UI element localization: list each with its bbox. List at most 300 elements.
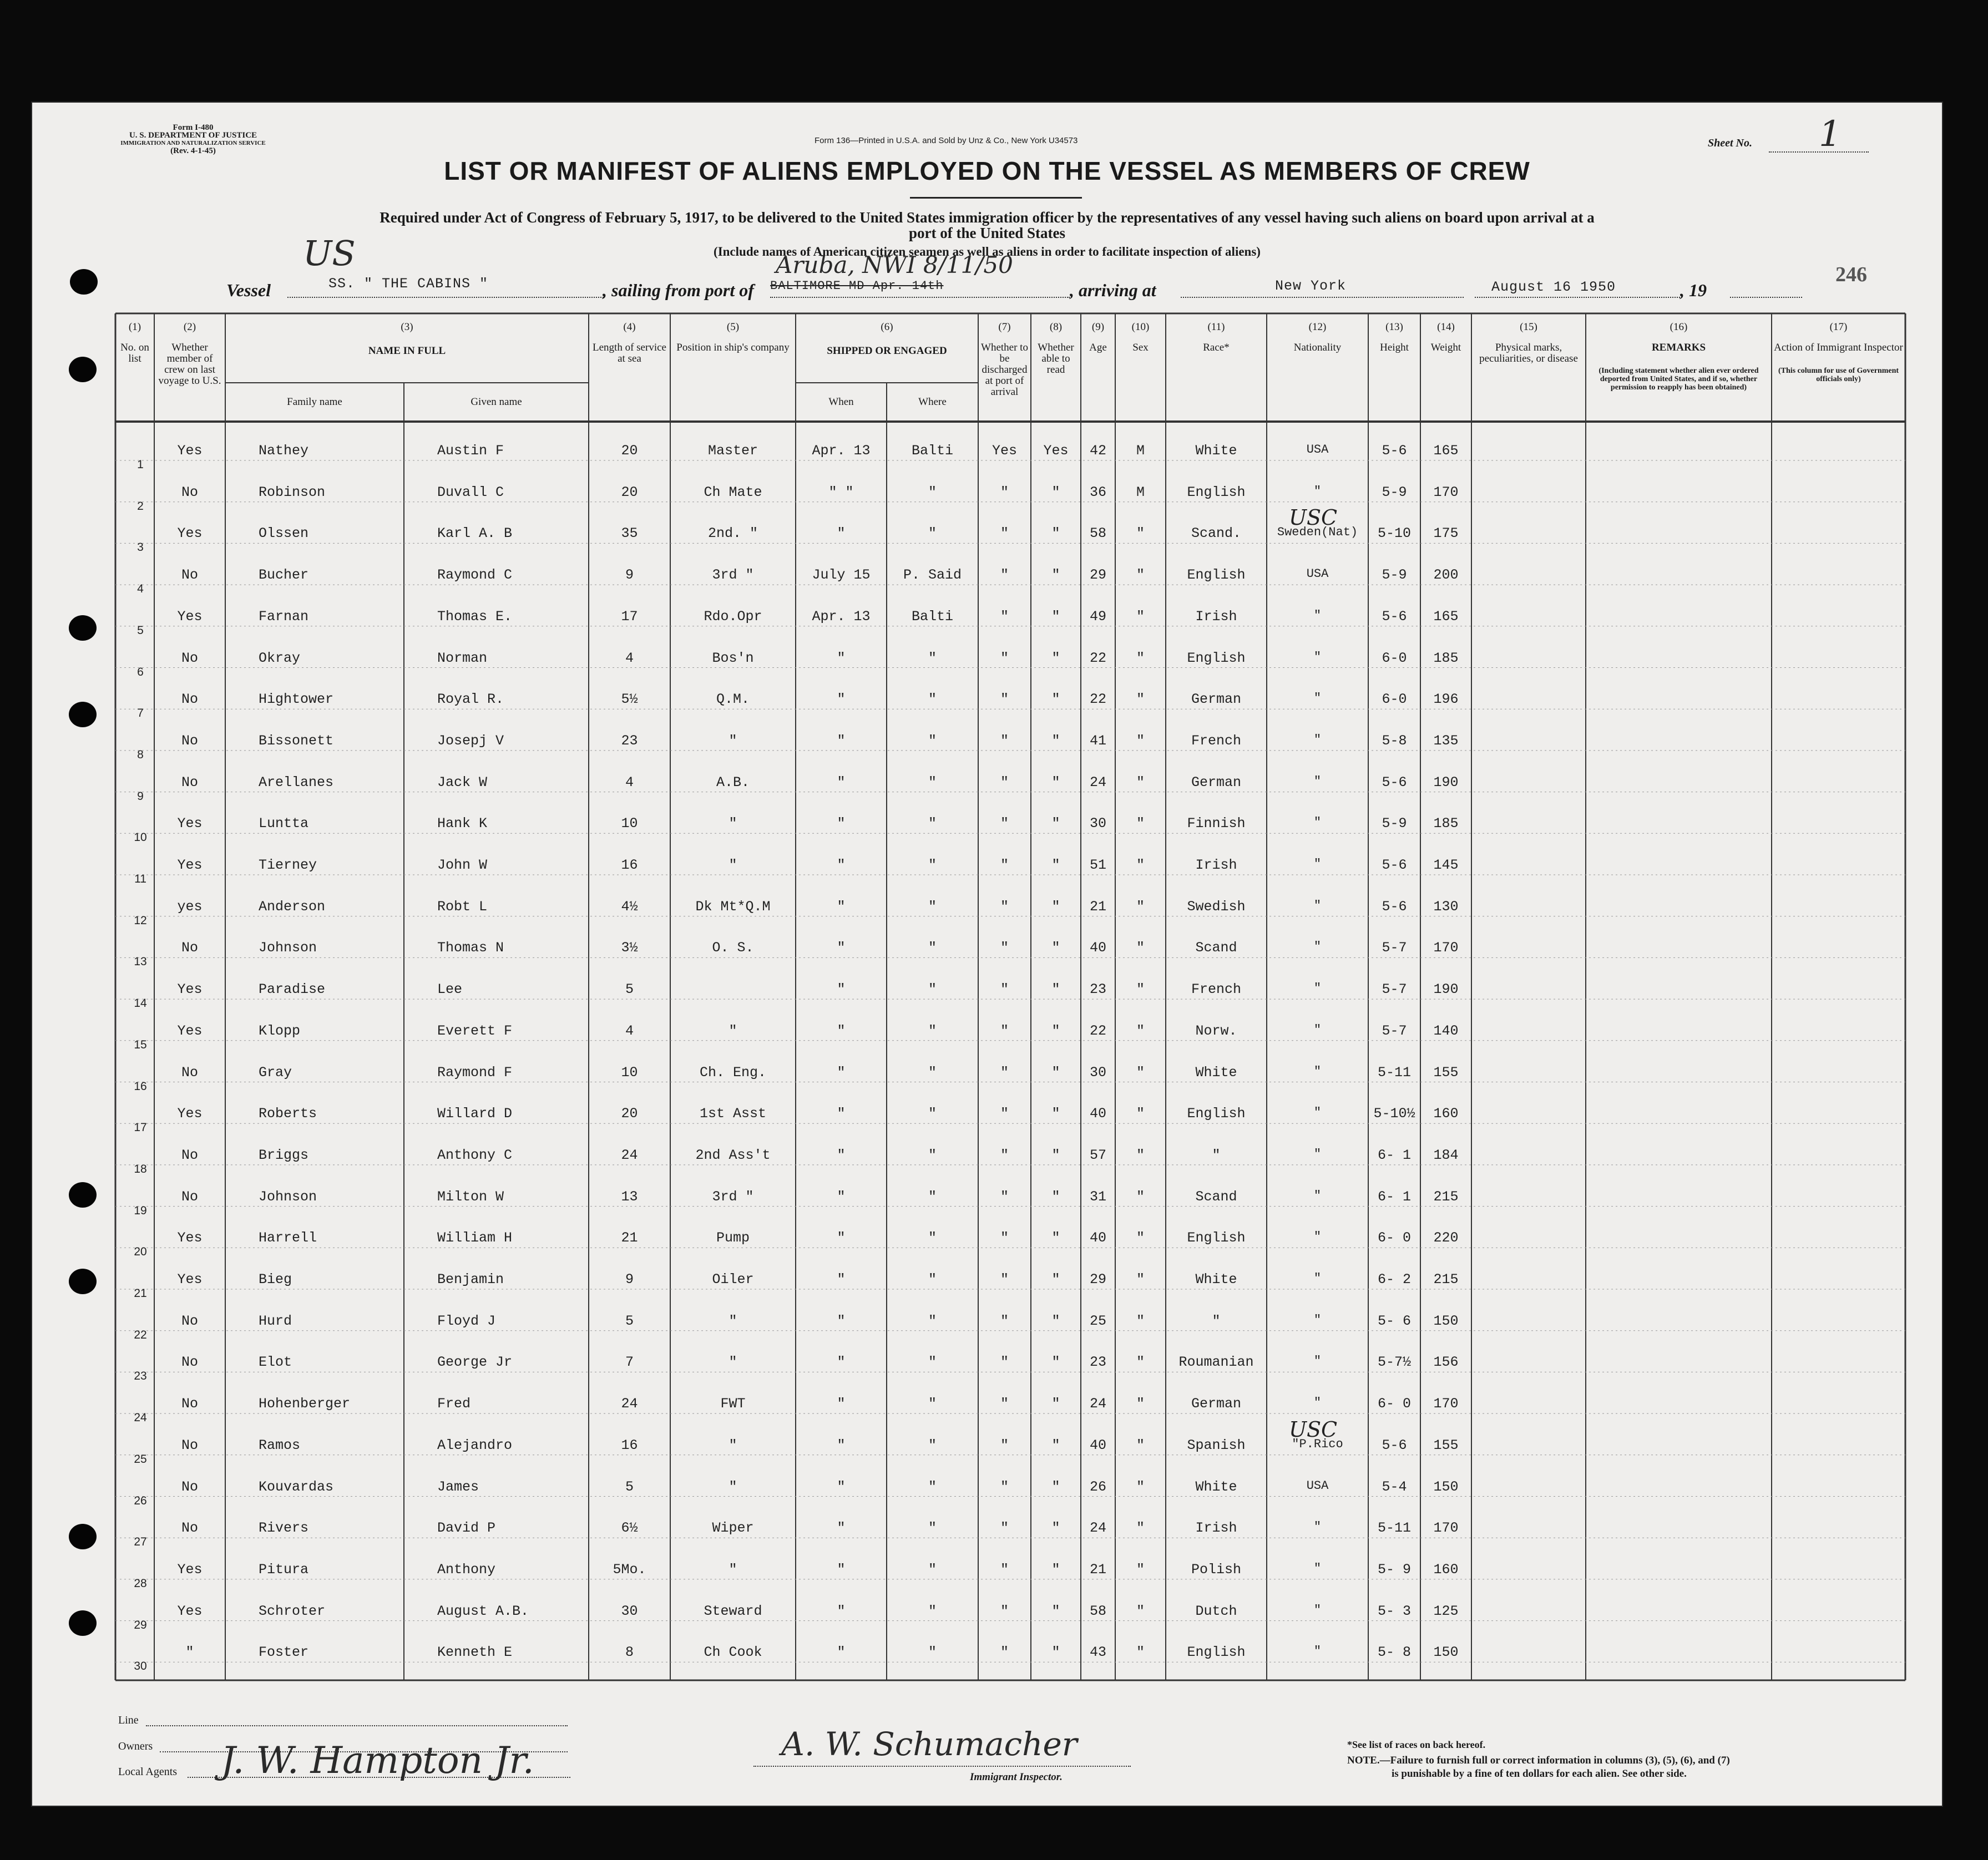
height-cell: 5-6	[1382, 443, 1407, 459]
family-name-cell: Hightower	[259, 691, 334, 708]
given-name-cell: Duvall C	[437, 484, 504, 500]
able-to-read-cell: "	[1051, 1644, 1060, 1661]
race-cell: White	[1195, 1271, 1237, 1288]
discharged-cell: "	[1000, 857, 1009, 873]
column-note: (This column for use of Government officials only)	[1778, 367, 1899, 383]
shipped-when-cell: "	[837, 1230, 846, 1246]
age-cell: 22	[1089, 650, 1106, 666]
prev-voyage-cell: Yes	[177, 443, 203, 459]
weight-cell: 190	[1433, 774, 1459, 790]
race-cell: Finnish	[1187, 815, 1246, 832]
race-cell: Scand	[1195, 940, 1237, 956]
weight-cell: 170	[1433, 484, 1459, 500]
sex-cell: "	[1136, 650, 1145, 666]
shipped-where-cell: "	[928, 857, 937, 873]
age-cell: 22	[1089, 691, 1106, 708]
able-to-read-cell: "	[1051, 1354, 1060, 1371]
race-cell: White	[1195, 1064, 1237, 1081]
height-cell: 5-7½	[1377, 1354, 1411, 1371]
weight-cell: 165	[1433, 443, 1459, 459]
column-label: Sex	[1132, 342, 1149, 353]
prev-voyage-cell: No	[181, 484, 198, 500]
race-cell: Irish	[1195, 608, 1237, 625]
shipped-where-cell: "	[928, 525, 937, 542]
height-cell: 6- 0	[1377, 1396, 1411, 1412]
shipped-where-cell: "	[928, 1147, 937, 1163]
nationality-cell: "	[1313, 1106, 1322, 1120]
discharged-cell: "	[1000, 1520, 1009, 1537]
service-length-cell: 20	[621, 484, 638, 500]
manifest-sheet	[32, 103, 1942, 1806]
age-cell: 24	[1089, 1520, 1106, 1537]
prev-voyage-cell: No	[181, 1354, 198, 1371]
column-label: Race*	[1203, 342, 1230, 353]
discharged-cell: "	[1000, 567, 1009, 584]
nationality-cell: "	[1313, 732, 1322, 747]
discharged-cell: "	[1000, 815, 1009, 832]
given-name-cell: William H	[437, 1230, 513, 1246]
row-number-cell: 21	[134, 1287, 147, 1300]
given-name-cell: Floyd J	[437, 1312, 496, 1329]
position-cell: "	[729, 1478, 737, 1495]
service-length-cell: 5	[625, 981, 634, 998]
family-name-cell: Schroter	[259, 1603, 326, 1619]
owners-label: Owners	[118, 1740, 153, 1752]
row-number-cell: 15	[134, 1038, 147, 1051]
nationality-cell: "	[1313, 1147, 1322, 1161]
race-cell: English	[1187, 1230, 1246, 1246]
service-length-cell: 7	[625, 1354, 634, 1371]
weight-cell: 140	[1433, 1022, 1459, 1039]
nationality-cell: "	[1313, 1312, 1322, 1327]
able-to-read-cell: "	[1051, 815, 1060, 832]
row-number-cell: 2	[137, 499, 144, 513]
given-name-cell: Lee	[437, 981, 463, 998]
nationality-cell: "	[1313, 940, 1322, 954]
shipped-when-cell: "	[837, 1106, 846, 1122]
age-cell: 24	[1089, 774, 1106, 790]
position-cell: FWT	[720, 1396, 746, 1412]
family-name-cell: Olssen	[259, 525, 309, 542]
weight-cell: 215	[1433, 1271, 1459, 1288]
row-number-cell: 5	[137, 624, 144, 637]
given-name-cell: John W	[437, 857, 488, 873]
service-name: IMMIGRATION AND NATURALIZATION SERVICE	[120, 140, 266, 146]
race-cell: Dutch	[1195, 1603, 1237, 1619]
discharged-cell: "	[1000, 1644, 1009, 1661]
prev-voyage-cell: Yes	[177, 1561, 203, 1578]
family-name-cell: Bissonett	[259, 732, 334, 749]
race-note: *See list of races on back hereof.	[1347, 1739, 1486, 1750]
given-name-cell: Hank K	[437, 815, 488, 832]
service-length-cell: 9	[625, 1271, 634, 1288]
nationality-cell: "	[1313, 1271, 1322, 1285]
height-cell: 5-11	[1377, 1520, 1411, 1537]
family-name-cell: Johnson	[259, 940, 317, 956]
row-number-cell: 23	[134, 1370, 147, 1383]
nationality-note: USC	[1289, 505, 1338, 530]
position-cell: A.B.	[716, 774, 750, 790]
column-label: Action of Immigrant Inspector	[1774, 342, 1903, 353]
nationality-note: USC	[1289, 1417, 1338, 1442]
shipped-when-cell: "	[837, 815, 846, 832]
family-name-cell: Gray	[259, 1064, 292, 1081]
shipped-when-cell: "	[837, 1022, 846, 1039]
height-cell: 5-6	[1382, 608, 1407, 625]
family-name-cell: Kouvardas	[259, 1478, 334, 1495]
sex-cell: M	[1136, 443, 1145, 459]
height-cell: 6- 1	[1377, 1188, 1411, 1205]
height-cell: 6-0	[1382, 650, 1407, 666]
shipped-when-cell: "	[837, 1064, 846, 1081]
row-number-cell: 3	[137, 541, 144, 554]
penalty-note-1: NOTE.—Failure to furnish full or correct information in columns (3), (5), (6), and (7)	[1347, 1755, 1730, 1766]
row-number-cell: 27	[134, 1535, 147, 1549]
shipped-when-cell: "	[837, 1271, 846, 1288]
family-name-cell: Roberts	[259, 1106, 317, 1122]
sex-cell: "	[1136, 940, 1145, 956]
sex-cell: "	[1136, 1147, 1145, 1163]
age-cell: 36	[1089, 484, 1106, 500]
column-number: (16)	[1670, 321, 1688, 333]
height-cell: 5-7	[1382, 1022, 1407, 1039]
nationality-cell: "	[1313, 1064, 1322, 1078]
shipped-when-cell: "	[837, 1478, 846, 1495]
shipped-where-cell: "	[928, 650, 937, 666]
discharged-cell: "	[1000, 940, 1009, 956]
prev-voyage-cell: Yes	[177, 815, 203, 832]
family-name-cell: Pitura	[259, 1561, 309, 1578]
position-cell: Bos'n	[712, 650, 754, 666]
row-number-cell: 22	[134, 1328, 147, 1341]
shipped-when-cell: "	[837, 1354, 846, 1371]
prev-voyage-cell: Yes	[177, 1106, 203, 1122]
position-cell: 3rd "	[712, 567, 754, 584]
given-name-cell: August A.B.	[437, 1603, 529, 1619]
able-to-read-cell: "	[1051, 1561, 1060, 1578]
age-cell: 23	[1089, 981, 1106, 998]
shipped-where-cell: "	[928, 815, 937, 832]
service-length-cell: 5	[625, 1478, 634, 1495]
nationality-cell: "	[1313, 1520, 1322, 1534]
able-to-read-cell: "	[1051, 1271, 1060, 1288]
row-number-cell: 9	[137, 789, 144, 803]
column-label: REMARKS	[1651, 342, 1706, 353]
shipped-where-cell: "	[928, 1312, 937, 1329]
race-cell: English	[1187, 484, 1246, 500]
prev-voyage-cell: Yes	[177, 857, 203, 873]
sex-cell: "	[1136, 691, 1145, 708]
shipped-when-cell: "	[837, 1561, 846, 1578]
form-title: LIST OR MANIFEST OF ALIENS EMPLOYED ON THE VESSEL AS MEMBERS OF CREW	[444, 156, 1530, 185]
discharged-cell: "	[1000, 1230, 1009, 1246]
sailing-port-typed: BALTIMORE MD Apr. 14th	[770, 279, 944, 293]
weight-cell: 170	[1433, 940, 1459, 956]
position-cell: Steward	[704, 1603, 762, 1619]
sex-cell: "	[1136, 1396, 1145, 1412]
column-label: Length of service at sea	[593, 342, 666, 364]
sex-cell: "	[1136, 1106, 1145, 1122]
position-cell: "	[729, 815, 737, 832]
family-name-cell: Luntta	[259, 815, 309, 832]
race-cell: "	[1212, 1147, 1221, 1163]
prev-voyage-cell: No	[181, 650, 198, 666]
stamp-number: 246	[1835, 263, 1867, 286]
nationality-cell: "	[1313, 1230, 1322, 1244]
shipped-where-cell: "	[928, 981, 937, 998]
able-to-read-cell: "	[1051, 525, 1060, 542]
able-to-read-cell: "	[1051, 898, 1060, 915]
shipped-where-cell: "	[928, 1230, 937, 1246]
shipped-where-cell: "	[928, 1437, 937, 1453]
given-name-cell: Norman	[437, 650, 488, 666]
prev-voyage-cell: No	[181, 774, 198, 790]
given-name-cell: Raymond C	[437, 567, 513, 584]
service-length-cell: 8	[625, 1644, 634, 1661]
column-number: (14)	[1437, 321, 1455, 333]
row-number-cell: 19	[134, 1204, 147, 1217]
row-number-cell: 12	[134, 914, 147, 927]
service-length-cell: 35	[621, 525, 638, 542]
shipped-when-cell: "	[837, 525, 846, 542]
prev-voyage-cell: No	[181, 940, 198, 956]
race-cell: French	[1191, 732, 1241, 749]
service-length-cell: 20	[621, 443, 638, 459]
arriving-label: , arriving at	[1070, 280, 1156, 300]
given-name-cell: Kenneth E	[437, 1644, 513, 1661]
height-cell: 5-9	[1382, 815, 1407, 832]
shipped-where-cell: "	[928, 1396, 937, 1412]
discharged-cell: "	[1000, 1354, 1009, 1371]
given-name-cell: Jack W	[437, 774, 488, 790]
service-length-cell: 5½	[621, 691, 638, 708]
given-name-cell: Karl A. B	[437, 525, 513, 542]
row-number-cell: 10	[134, 831, 147, 844]
column-label: Physical marks, peculiarities, or disease	[1479, 342, 1578, 364]
sex-cell: "	[1136, 1312, 1145, 1329]
able-to-read-cell: "	[1051, 1106, 1060, 1122]
line-label: Line	[118, 1714, 139, 1726]
nationality-cell: "	[1313, 608, 1322, 622]
family-name-cell: Robinson	[259, 484, 326, 500]
shipped-when-cell: "	[837, 981, 846, 998]
nationality-cell: "	[1313, 1022, 1322, 1037]
shipped-where-cell: "	[928, 774, 937, 790]
position-cell: 3rd "	[712, 1188, 754, 1205]
nationality-cell: USA	[1306, 1478, 1329, 1493]
able-to-read-cell: "	[1051, 981, 1060, 998]
race-cell: Scand	[1195, 1188, 1237, 1205]
race-cell: Scand.	[1191, 525, 1241, 542]
column-sublabel: Given name	[471, 396, 522, 408]
column-number: (2)	[183, 321, 196, 333]
prev-voyage-cell: Yes	[177, 1230, 203, 1246]
weight-cell: 160	[1433, 1561, 1459, 1578]
nationality-cell: "	[1313, 1561, 1322, 1575]
column-label: No. on list	[120, 342, 149, 364]
age-cell: 40	[1089, 1230, 1106, 1246]
age-cell: 23	[1089, 1354, 1106, 1371]
row-number-cell: 26	[134, 1494, 147, 1507]
position-cell: Master	[707, 443, 758, 459]
column-label: SHIPPED OR ENGAGED	[827, 345, 947, 357]
weight-cell: 200	[1433, 567, 1459, 584]
height-cell: 5- 9	[1377, 1561, 1411, 1578]
subtitle-line-1: Required under Act of Congress of February 5, 1917, to be delivered to the United States immigration officer by the representatives of any vessel having such aliens on board upon arrival at a	[380, 209, 1595, 226]
discharged-cell: "	[1000, 898, 1009, 915]
age-cell: 40	[1089, 1437, 1106, 1453]
shipped-when-cell: "	[837, 1147, 846, 1163]
row-number-cell: 25	[134, 1452, 147, 1466]
age-cell: 26	[1089, 1478, 1106, 1495]
shipped-where-cell: "	[928, 1478, 937, 1495]
column-number: (13)	[1385, 321, 1403, 333]
height-cell: 6- 0	[1377, 1230, 1411, 1246]
weight-cell: 165	[1433, 608, 1459, 625]
nationality-cell: "	[1313, 981, 1322, 996]
shipped-when-cell: Apr. 13	[812, 608, 871, 625]
able-to-read-cell: "	[1051, 1396, 1060, 1412]
prev-voyage-cell: Yes	[177, 525, 203, 542]
service-length-cell: 24	[621, 1147, 638, 1163]
sex-cell: "	[1136, 608, 1145, 625]
column-label: Nationality	[1293, 342, 1342, 353]
sex-cell: "	[1136, 1064, 1145, 1081]
race-cell: "	[1212, 1312, 1221, 1329]
age-cell: 29	[1089, 1271, 1106, 1288]
sex-cell: "	[1136, 981, 1145, 998]
service-length-cell: 23	[621, 732, 638, 749]
family-name-cell: Nathey	[259, 443, 309, 459]
race-cell: White	[1195, 1478, 1237, 1495]
given-name-cell: Benjamin	[437, 1271, 504, 1288]
height-cell: 5-11	[1377, 1064, 1411, 1081]
race-cell: German	[1191, 691, 1241, 708]
height-cell: 5-10	[1377, 525, 1411, 542]
height-cell: 5-9	[1382, 567, 1407, 584]
shipped-where-cell: "	[928, 691, 937, 708]
discharged-cell: "	[1000, 981, 1009, 998]
position-cell: Ch Cook	[704, 1644, 762, 1661]
row-number-cell: 17	[134, 1121, 147, 1134]
given-name-cell: George Jr	[437, 1354, 513, 1371]
height-cell: 6- 2	[1377, 1271, 1411, 1288]
position-cell: "	[729, 857, 737, 873]
height-cell: 5- 6	[1377, 1312, 1411, 1329]
race-cell: French	[1191, 981, 1241, 998]
discharged-cell: "	[1000, 1312, 1009, 1329]
given-name-cell: Thomas E.	[437, 608, 513, 625]
nationality-cell: "	[1313, 1396, 1322, 1410]
discharged-cell: "	[1000, 1147, 1009, 1163]
vessel-label: Vessel	[226, 280, 271, 300]
position-cell: Rdo.Opr	[704, 608, 762, 625]
service-length-cell: 17	[621, 608, 638, 625]
position-cell: Ch Mate	[704, 484, 762, 500]
family-name-cell: Okray	[259, 650, 301, 666]
family-name-cell: Briggs	[259, 1147, 309, 1163]
sailing-label: , sailing from port of	[603, 280, 754, 300]
weight-cell: 145	[1433, 857, 1459, 873]
family-name-cell: Johnson	[259, 1188, 317, 1205]
given-name-cell: Josepj V	[437, 732, 504, 749]
able-to-read-cell: "	[1051, 1147, 1060, 1163]
discharged-cell: "	[1000, 608, 1009, 625]
race-cell: White	[1195, 443, 1237, 459]
inspector-rule	[753, 1766, 1131, 1767]
position-cell: 2nd Ass't	[695, 1147, 771, 1163]
weight-cell: 155	[1433, 1437, 1459, 1453]
weight-cell: 185	[1433, 815, 1459, 832]
race-cell: English	[1187, 650, 1246, 666]
family-name-cell: Farnan	[259, 608, 309, 625]
position-cell: Wiper	[712, 1520, 754, 1537]
column-number: (5)	[726, 321, 740, 333]
row-number-cell: 29	[134, 1618, 147, 1631]
given-name-cell: Royal R.	[437, 691, 504, 708]
discharged-cell: "	[1000, 1188, 1009, 1205]
agents-signature: J. W. Hampton Jr.	[221, 1739, 534, 1782]
sex-cell: "	[1136, 1603, 1145, 1619]
position-cell: "	[729, 1354, 737, 1371]
age-cell: 49	[1089, 608, 1106, 625]
prev-voyage-cell: No	[181, 567, 198, 584]
service-length-cell: 6½	[621, 1520, 638, 1537]
discharged-cell: "	[1000, 1561, 1009, 1578]
shipped-when-cell: "	[837, 1437, 846, 1453]
able-to-read-cell: "	[1051, 940, 1060, 956]
penalty-note-2: is punishable by a fine of ten dollars for each alien. See other side.	[1392, 1768, 1687, 1780]
shipped-when-cell: "	[837, 691, 846, 708]
row-number-cell: 1	[137, 458, 144, 471]
race-cell: Roumanian	[1178, 1354, 1254, 1371]
arrival-date: August 16 1950	[1491, 279, 1616, 295]
height-cell: 5-7	[1382, 981, 1407, 998]
discharged-cell: "	[1000, 650, 1009, 666]
inspector-signature: A. W. Schumacher	[781, 1725, 1078, 1763]
given-name-cell: Anthony C	[437, 1147, 513, 1163]
prev-voyage-cell: Yes	[177, 608, 203, 625]
shipped-where-cell: "	[928, 940, 937, 956]
height-cell: 5- 3	[1377, 1603, 1411, 1619]
family-name-cell: Harrell	[259, 1230, 317, 1246]
nationality-cell: Sweden(Nat)	[1277, 525, 1358, 540]
row-number-cell: 30	[134, 1660, 147, 1673]
family-name-cell: Arellanes	[259, 774, 334, 790]
prev-voyage-cell: No	[181, 1478, 198, 1495]
height-cell: 5-10½	[1373, 1106, 1415, 1122]
given-name-cell: Robt L	[437, 898, 488, 915]
service-length-cell: 10	[621, 1064, 638, 1081]
position-cell: "	[729, 1022, 737, 1039]
sheet-label: Sheet No.	[1708, 137, 1752, 149]
weight-cell: 220	[1433, 1230, 1459, 1246]
sex-cell: "	[1136, 1271, 1145, 1288]
nationality-cell: "	[1313, 1188, 1322, 1203]
nationality-cell: USA	[1306, 567, 1329, 581]
age-cell: 22	[1089, 1022, 1106, 1039]
shipped-where-cell: Balti	[911, 608, 953, 625]
age-cell: 25	[1089, 1312, 1106, 1329]
family-name-cell: Paradise	[259, 981, 326, 998]
able-to-read-cell: "	[1051, 1312, 1060, 1329]
able-to-read-cell: "	[1051, 774, 1060, 790]
column-label: Position in ship's company	[676, 342, 790, 353]
service-length-cell: 16	[621, 857, 638, 873]
sex-cell: "	[1136, 857, 1145, 873]
column-number: (6)	[881, 321, 893, 333]
given-name-cell: Milton W	[437, 1188, 504, 1205]
